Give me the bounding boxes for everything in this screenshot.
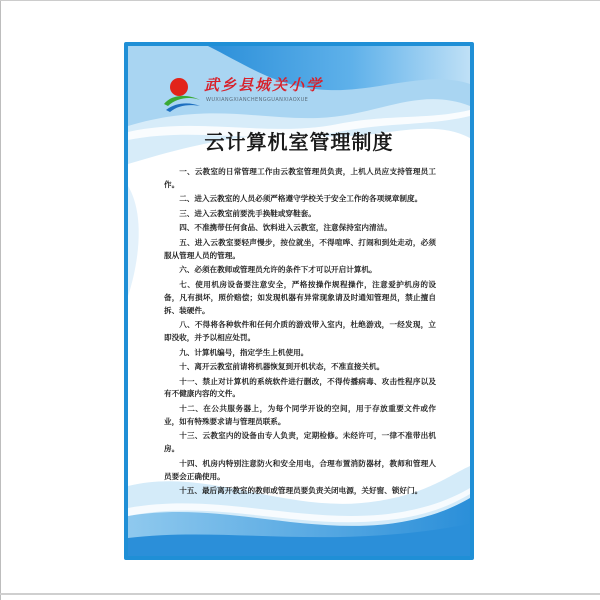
canvas-edge-bottom (0, 593, 600, 595)
rule-item: 八、不得将各种软件和任何介质的游戏带入室内，杜绝游戏，一经发现，立即没收，并予以相应处罚。 (164, 320, 436, 343)
rule-item: 一、云教室的日常管理工作由云教室管理员负责，上机人员应支持管理员工作。 (164, 167, 436, 189)
rule-item: 五、进入云教室要轻声慢步，按位就坐，不得喧哗、打闹和到处走动，必须服从管理人员的管理。 (164, 237, 436, 260)
rule-item: 三、进入云教室前要洗手换鞋或穿鞋套。 (179, 208, 316, 218)
rule-item: 四、不准携带任何食品、饮料进入云教室，注意保持室内清洁。 (179, 223, 392, 233)
rule-item: 十二、在公共服务器上，为每个同学开设的空间，用于存放重要文件或作业，如有特殊要求请与管理员联系。 (164, 403, 436, 426)
rules-board (124, 42, 474, 560)
rule-item: 七、使用机房设备要注意安全，严格按操作规程操作，注意爱护机房的设备，凡有损坏，照价赔偿；如发现机器有异常现象请及时通知管理员，禁止擅自拆、装硬件。 (164, 279, 436, 315)
school-name: 武乡县城关小学 (204, 76, 324, 94)
logo-sun-shape (170, 78, 188, 96)
rule-item: 十四、机房内特别注意防火和安全用电，合理布置消防器材，教师和管理人员要会正确使用。 (164, 458, 436, 481)
rule-item: 十一、禁止对计算机的系统软件进行删改，不得传播病毒、攻击性程序以及有不健康内容的文件。 (164, 376, 436, 399)
page-title: 云计算机室管理制度 (204, 130, 394, 154)
rule-item: 十、离开云教室前请将机器恢复到开机状态，不准直接关机。 (179, 362, 385, 372)
rule-item: 十五、最后离开教室的教师或管理员要负责关闭电源，关好窗、锁好门。 (179, 486, 423, 496)
logo-blue-swoosh (166, 103, 200, 112)
rule-item: 十三、云教室内的设备由专人负责，定期检修。未经许可，一律不准带出机房。 (164, 431, 436, 454)
rule-item: 六、必须在教师或管理员允许的条件下才可以开启计算机。 (179, 265, 377, 275)
rules-list (164, 166, 436, 500)
rule-item: 九、计算机编号，指定学生上机使用。 (179, 347, 309, 357)
school-pinyin: WUXIANGXIANCHENGGUANXIAOXUE (206, 97, 309, 103)
rule-item: 二、进入云教室的人员必须严格遵守学校关于安全工作的各项规章制度。 (179, 194, 423, 204)
canvas-edge-top (0, 0, 600, 1)
school-logo-icon (162, 74, 202, 114)
canvas-edge-left (0, 0, 1, 600)
